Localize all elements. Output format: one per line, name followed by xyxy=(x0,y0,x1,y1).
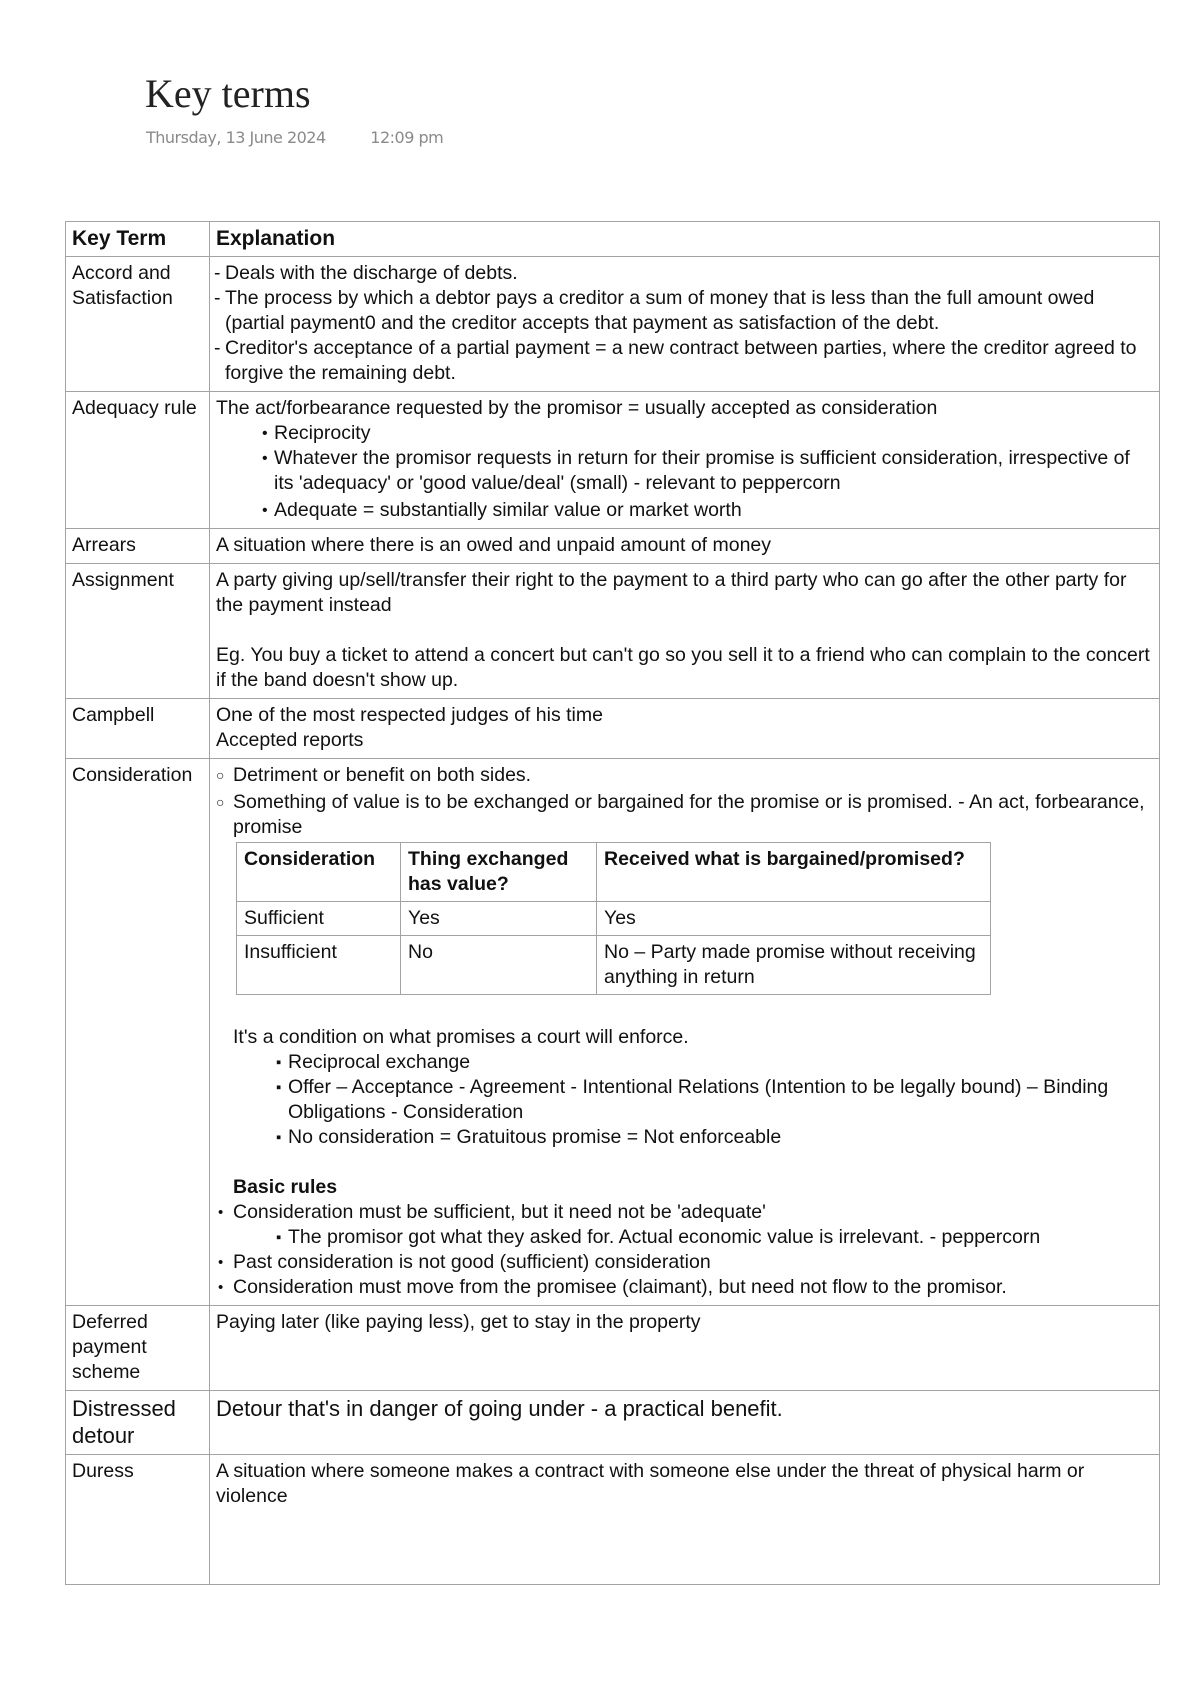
explanation-text: One of the most respected judges of his time xyxy=(216,704,603,726)
page-time: 12:09 pm xyxy=(370,128,444,147)
explanation-cell: A situation where someone makes a contract with someone else under the threat of physical harm or violence xyxy=(210,1455,1160,1585)
explanation-cell: A situation where there is an owed and unpaid amount of money xyxy=(210,529,1160,564)
list-item: ○ Detriment or benefit on both sides. xyxy=(216,763,1153,788)
explanation-cell: Detour that's in danger of going under - a practical benefit. xyxy=(210,1391,1160,1455)
key-terms-table xyxy=(65,221,1160,1585)
explanation-cell xyxy=(210,699,1160,759)
term-cell: Campbell xyxy=(66,699,210,759)
explanation-text: It's a condition on what promises a court will enforce. xyxy=(233,1026,689,1048)
inner-cell: Yes xyxy=(401,902,597,936)
basic-rules-heading: Basic rules xyxy=(233,1176,338,1198)
square-list xyxy=(216,1050,1153,1150)
term-cell: Assignment xyxy=(66,564,210,699)
consideration-table xyxy=(236,842,991,995)
table-row xyxy=(66,257,1160,392)
explanation-cell xyxy=(210,392,1160,529)
header-key-term: Key Term xyxy=(66,222,210,257)
table-row xyxy=(66,1455,1160,1585)
term-cell: Adequacy rule xyxy=(66,392,210,529)
inner-cell: No xyxy=(401,936,597,995)
dash-list xyxy=(216,261,1153,386)
inner-header: Consideration xyxy=(237,843,401,902)
explanation-text: A party giving up/sell/transfer their right to the payment to a third party who can go after the other party for the payment instead xyxy=(216,569,1127,616)
spacer xyxy=(216,995,1153,1025)
list-item: • Past consideration is not good (sufficient) consideration xyxy=(216,1250,1153,1275)
explanation-text: Eg. You buy a ticket to attend a concert but can't go so you sell it to a friend who can complain to the concert if the band doesn't show up. xyxy=(216,644,1150,691)
table-row xyxy=(66,564,1160,699)
table-row xyxy=(66,392,1160,529)
term-cell: Deferred payment scheme xyxy=(66,1306,210,1391)
explanation-cell xyxy=(210,759,1160,1306)
list-item: ○ Something of value is to be exchanged or bargained for the promise or is promised. - An act, forbearance, promise xyxy=(216,790,1153,840)
circle-list xyxy=(216,763,1153,840)
list-item: • Adequate = substantially similar value or market worth xyxy=(262,498,1153,523)
list-item: • Consideration must be sufficient, but it need not be 'adequate' xyxy=(216,1200,1153,1225)
square-list xyxy=(216,1225,1153,1250)
inner-header: Received what is bargained/promised? xyxy=(597,843,991,902)
list-item: ▪ No consideration = Gratuitous promise = Not enforceable xyxy=(278,1125,1153,1150)
list-item: - Deals with the discharge of debts. xyxy=(216,261,1153,286)
explanation-cell xyxy=(210,564,1160,699)
spacer xyxy=(216,618,1153,643)
inner-cell: Insufficient xyxy=(237,936,401,995)
term-cell: Distressed detour xyxy=(66,1391,210,1455)
spacer xyxy=(216,1150,1153,1175)
list-item: • Whatever the promisor requests in return for their promise is sufficient consideration, irrespective of its 'adequacy' or 'good value/deal' (small) - relevant to peppercorn xyxy=(262,446,1153,496)
explanation-cell: Paying later (like paying less), get to stay in the property xyxy=(210,1306,1160,1391)
bullet-list xyxy=(216,421,1153,523)
inner-cell: Yes xyxy=(597,902,991,936)
bullet-list xyxy=(216,1200,1153,1225)
inner-row xyxy=(237,902,991,936)
list-item: - Creditor's acceptance of a partial payment = a new contract between parties, where the creditor agreed to forgive the remaining debt. xyxy=(216,336,1153,386)
explanation-text: Accepted reports xyxy=(216,729,364,751)
list-item: - The process by which a debtor pays a creditor a sum of money that is less than the full amount owed (partial payment0 and the creditor accepts that payment as satisfaction of the debt. xyxy=(216,286,1153,336)
table-row xyxy=(66,1391,1160,1455)
page-title: Key terms xyxy=(145,71,311,116)
table-row xyxy=(66,759,1160,1306)
table-row xyxy=(66,699,1160,759)
list-item: ▪ Offer – Acceptance - Agreement - Intentional Relations (Intention to be legally bound) – Binding Obligations - Consideration xyxy=(278,1075,1153,1125)
explanation-text: The act/forbearance requested by the promisor = usually accepted as consideration xyxy=(216,397,938,419)
table-header-row xyxy=(66,222,1160,257)
list-item: ▪ The promisor got what they asked for. Actual economic value is irrelevant. - peppercorn xyxy=(278,1225,1153,1250)
list-item: ▪ Reciprocal exchange xyxy=(278,1050,1153,1075)
inner-header-row xyxy=(237,843,991,902)
term-cell: Duress xyxy=(66,1455,210,1585)
term-cell: Consideration xyxy=(66,759,210,1306)
explanation-cell xyxy=(210,257,1160,392)
term-cell: Arrears xyxy=(66,529,210,564)
list-item: • Consideration must move from the promisee (claimant), but need not flow to the promisor. xyxy=(216,1275,1153,1300)
list-item: • Reciprocity xyxy=(262,421,1153,446)
inner-header: Thing exchanged has value? xyxy=(401,843,597,902)
header-explanation: Explanation xyxy=(210,222,1160,257)
table-row xyxy=(66,529,1160,564)
inner-cell: No – Party made promise without receiving anything in return xyxy=(597,936,991,995)
inner-cell: Sufficient xyxy=(237,902,401,936)
table-row xyxy=(66,1306,1160,1391)
inner-row xyxy=(237,936,991,995)
page-date: Thursday, 13 June 2024 xyxy=(146,128,326,147)
bullet-list xyxy=(216,1250,1153,1300)
term-cell: Accord and Satisfaction xyxy=(66,257,210,392)
page-timestamp xyxy=(146,128,443,147)
